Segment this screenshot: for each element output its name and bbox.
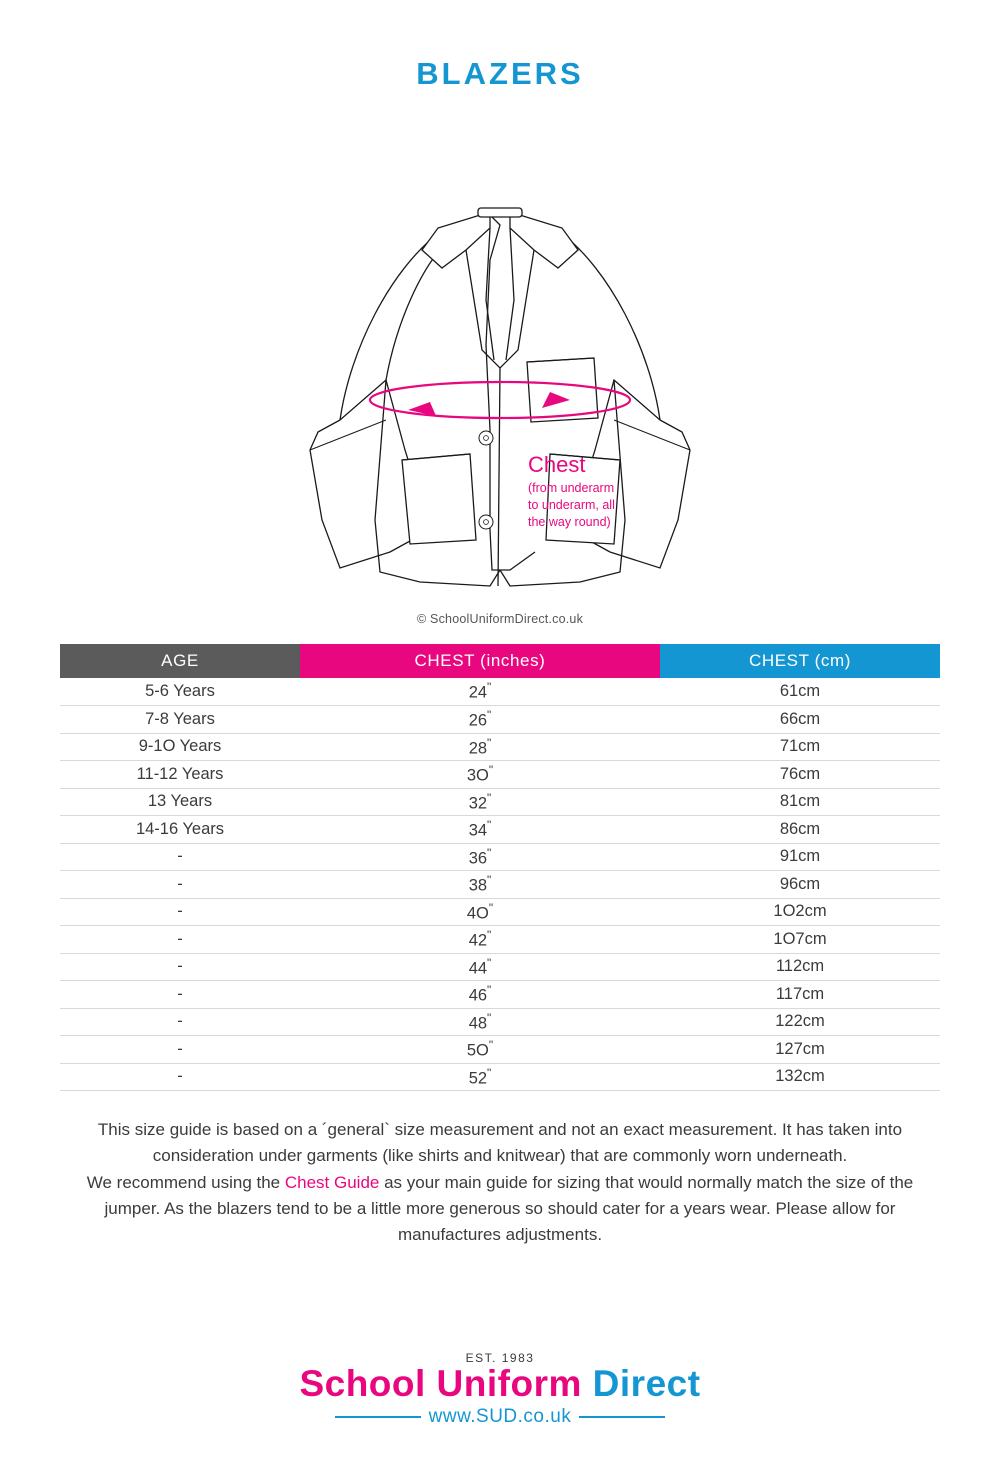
table-row: [60, 1008, 940, 1036]
brand-name: [0, 1363, 1000, 1405]
column-header-age: AGE: [60, 644, 300, 678]
cell-age: -: [60, 898, 300, 926]
page-title: BLAZERS: [416, 56, 584, 91]
table-row: [60, 1036, 940, 1064]
note-line-2-post: as your main guide for sizing that would normally match the size of the jumper. As the blazers tend to be a little more generous so should cater for a years wear. Please allow for manufactures adjustments.: [104, 1172, 914, 1245]
table-row: [60, 678, 940, 706]
cell-chest-cm: 1O2cm: [660, 898, 940, 926]
table-header-row: [60, 644, 940, 678]
cell-chest-cm: 132cm: [660, 1063, 940, 1091]
cell-chest-cm: 81cm: [660, 788, 940, 816]
url-dash-left: [335, 1416, 421, 1418]
table-body: [60, 678, 940, 1091]
cell-chest-cm: 66cm: [660, 706, 940, 734]
brand-name-part2: Direct: [592, 1363, 701, 1404]
cell-chest-cm: 127cm: [660, 1036, 940, 1064]
cell-chest-cm: 61cm: [660, 678, 940, 706]
chest-annotation-sub: (from underarm to underarm, all the way round): [528, 481, 615, 529]
chest-annotation-title: Chest: [528, 452, 586, 477]
cell-chest-inches: 42": [300, 926, 660, 954]
table-row: [60, 1063, 940, 1091]
footer-logo: [0, 1351, 1000, 1428]
cell-chest-cm: 117cm: [660, 981, 940, 1009]
cell-chest-inches: 5O": [300, 1036, 660, 1064]
table-row: [60, 816, 940, 844]
cell-chest-inches: 34": [300, 816, 660, 844]
size-guide-note: [60, 1117, 940, 1249]
cell-chest-cm: 112cm: [660, 953, 940, 981]
cell-chest-cm: 76cm: [660, 761, 940, 789]
cell-age: 9-1O Years: [60, 733, 300, 761]
cell-age: 5-6 Years: [60, 678, 300, 706]
url-text: www.SUD.co.uk: [428, 1406, 572, 1427]
url-dash-right: [579, 1416, 665, 1418]
cell-chest-cm: 71cm: [660, 733, 940, 761]
brand-name-part1: School Uniform: [299, 1363, 582, 1404]
cell-age: -: [60, 843, 300, 871]
cell-chest-cm: 86cm: [660, 816, 940, 844]
table-row: [60, 871, 940, 899]
table-row: [60, 761, 940, 789]
cell-chest-inches: 3O": [300, 761, 660, 789]
cell-chest-inches: 48": [300, 1008, 660, 1036]
note-line-1: This size guide is based on a ´general` size measurement and not an exact measurement. It has taken into consideration under garments (like shirts and knitwear) that are commonly worn underneath.: [97, 1120, 903, 1166]
cell-chest-inches: 24": [300, 678, 660, 706]
cell-chest-inches: 38": [300, 871, 660, 899]
note-line-2-pre: We recommend using the: [86, 1172, 285, 1192]
cell-age: -: [60, 926, 300, 954]
table-row: [60, 733, 940, 761]
blazer-illustration: [0, 100, 1000, 620]
table-row: [60, 706, 940, 734]
cell-age: 14-16 Years: [60, 816, 300, 844]
website-url[interactable]: [0, 1406, 1000, 1428]
size-table: [60, 644, 940, 1091]
table-row: [60, 898, 940, 926]
cell-age: -: [60, 1063, 300, 1091]
cell-age: -: [60, 871, 300, 899]
table-row: [60, 788, 940, 816]
cell-chest-inches: 36": [300, 843, 660, 871]
column-header-chest-inches: CHEST (inches): [300, 644, 660, 678]
cell-chest-cm: 96cm: [660, 871, 940, 899]
cell-age: -: [60, 1036, 300, 1064]
cell-chest-cm: 122cm: [660, 1008, 940, 1036]
cell-chest-inches: 52": [300, 1063, 660, 1091]
cell-age: 7-8 Years: [60, 706, 300, 734]
table-row: [60, 953, 940, 981]
cell-chest-inches: 32": [300, 788, 660, 816]
chest-guide-link[interactable]: Chest Guide: [284, 1172, 380, 1192]
cell-age: 13 Years: [60, 788, 300, 816]
cell-age: -: [60, 1008, 300, 1036]
copyright-text: © SchoolUniformDirect.co.uk: [416, 612, 584, 626]
table-row: [60, 926, 940, 954]
chest-annotation: [528, 452, 628, 531]
established-text: EST. 1983: [465, 1351, 535, 1365]
cell-age: -: [60, 981, 300, 1009]
size-guide-page: [0, 56, 1000, 1470]
cell-chest-inches: 46": [300, 981, 660, 1009]
cell-age: 11-12 Years: [60, 761, 300, 789]
cell-chest-inches: 4O": [300, 898, 660, 926]
cell-chest-cm: 91cm: [660, 843, 940, 871]
table-row: [60, 981, 940, 1009]
cell-chest-cm: 1O7cm: [660, 926, 940, 954]
cell-chest-inches: 44": [300, 953, 660, 981]
column-header-chest-cm: CHEST (cm): [660, 644, 940, 678]
cell-chest-inches: 26": [300, 706, 660, 734]
table-row: [60, 843, 940, 871]
cell-chest-inches: 28": [300, 733, 660, 761]
cell-age: -: [60, 953, 300, 981]
